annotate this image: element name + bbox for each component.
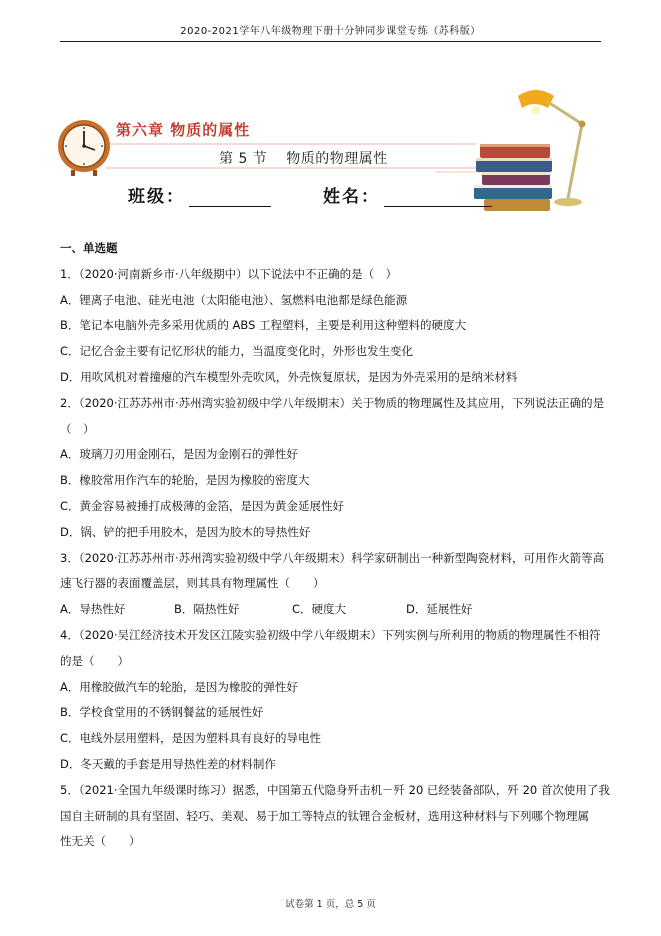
chapter-title: 第六章 物质的属性 [116, 121, 251, 139]
question-stem-cont: 性无关（ ） [60, 834, 141, 849]
class-label: 班级： [128, 187, 185, 207]
option-a: A．玻璃刀刃用金刚石，是因为金刚石的弹性好 [60, 447, 298, 462]
option-a: A．导热性好 [60, 602, 126, 617]
student-info-row [128, 182, 500, 207]
inline-options [60, 597, 608, 623]
option-d: D．冬天戴的手套是用导热性差的材料制作 [60, 756, 276, 771]
section-title [219, 148, 388, 168]
option-d: D．延展性好 [406, 602, 473, 617]
question-stem: 4．（2020·吴江经济技术开发区江陵实验初级中学八年级期末）下列实例与所利用的物质的物理属性不相符 [60, 627, 601, 642]
question-stem: 3．（2020·江苏苏州市·苏州湾实验初级中学八年级期末）科学家研制出一种新型陶瓷材料，可用作火箭等高 [60, 550, 605, 565]
running-header: 2020-2021学年八年级物理下册十分钟同步课堂专练（苏科版） [60, 22, 601, 42]
name-blank[interactable] [384, 188, 492, 207]
option-b: B．隔热性好 [174, 602, 240, 617]
option-d: D．锅、铲的把手用胶木，是因为胶木的导热性好 [60, 524, 311, 539]
option-b: B．学校食堂用的不锈钢餐盆的延展性好 [60, 705, 264, 720]
clock-icon [58, 120, 110, 176]
question-stem: 5．（2021·全国九年级课时练习）据悉，中国第五代隐身歼击机－歼 20 已经装备部队，歼 20 首次使用了我 [60, 782, 610, 797]
option-c: C．硬度大 [292, 602, 347, 617]
option-b: B．笔记本电脑外壳多采用优质的 ABS 工程塑料，主要是利用这种塑料的硬度大 [60, 318, 467, 333]
class-blank[interactable] [189, 188, 271, 207]
section-number: 第 5 节 [219, 151, 268, 167]
page-footer: 试卷第 1 页，总 5 页 [285, 899, 376, 910]
option-b: B．橡胶常用作汽车的轮胎，是因为橡胶的密度大 [60, 473, 310, 488]
option-d: D．用吹风机对着撞瘪的汽车模型外壳吹风，外壳恢复原状，是因为外壳采用的是纳米材料 [60, 369, 518, 384]
option-c: C．记忆合金主要有记忆形状的能力，当温度变化时，外形也发生变化 [60, 344, 414, 359]
option-c: C．电线外层用塑料，是因为塑料具有良好的导电性 [60, 731, 322, 746]
question-stem-cont: 速飞行器的表面覆盖层，则其具有物理属性（ ） [60, 576, 325, 591]
option-a: A．锂离子电池、硅光电池（太阳能电池）、氢燃料电池都是绿色能源 [60, 292, 408, 307]
question-stem: 1．（2020·河南新乡市·八年级期中）以下说法中不正确的是（ ） [60, 266, 398, 281]
question-stem-cont: 的是（ ） [60, 653, 129, 668]
question-stem: 2．（2020·江苏苏州市·苏州湾实验初级中学八年级期末）关于物质的物理属性及其应用，下列说法正确的是 [60, 395, 605, 410]
question-stem-cont: （ ） [60, 421, 95, 436]
question-list [60, 236, 608, 855]
option-c: C．黄金容易被捶打成极薄的金箔，是因为黄金延展性好 [60, 498, 345, 513]
question-stem-cont: 国自主研制的具有坚固、轻巧、美观、易于加工等特点的钛锂合金板材，选用这种材料与下列哪个物理属 [60, 808, 589, 823]
option-a: A．用橡胶做汽车的轮胎，是因为橡胶的弹性好 [60, 679, 298, 694]
name-label: 姓名： [323, 187, 380, 207]
chapter-banner [56, 86, 606, 216]
section-name: 物质的物理属性 [286, 151, 388, 167]
section-heading: 一、单选题 [60, 241, 118, 255]
